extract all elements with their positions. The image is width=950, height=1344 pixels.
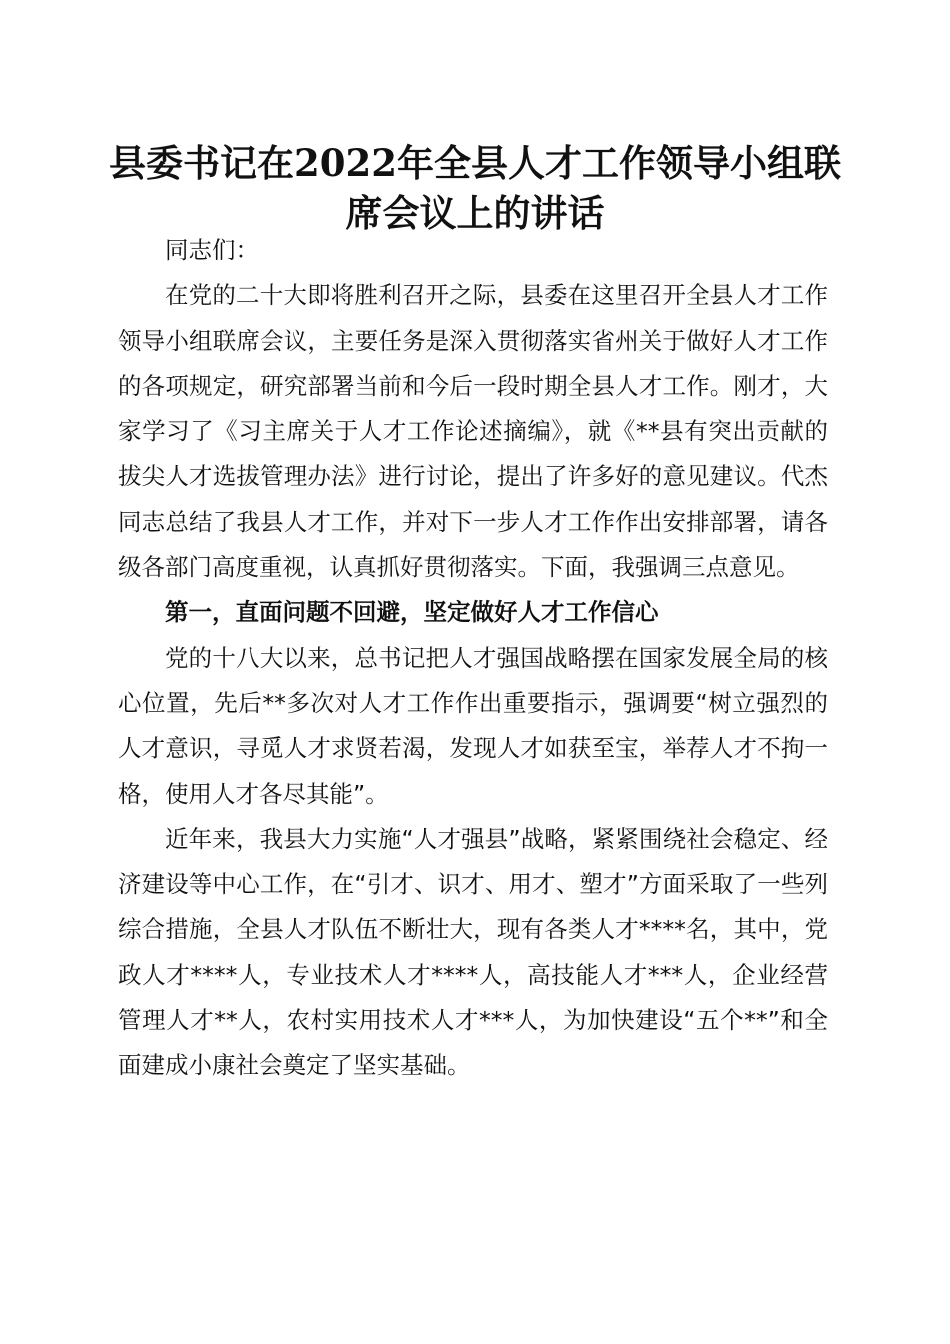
salutation: 同志们： — [165, 236, 259, 264]
paragraph-section-1a: 党的十八大以来，总书记把人才强国战略摆在国家发展全局的核心位置，先后**多次对人才工作作出重要指示，强调要“树立强烈的人才意识，寻觅人才求贤若渴，发现人才如获至宝，举荐人才不拘一格，使用人才各尽其能”。 — [118, 643, 828, 808]
section-heading-1: 第一，直面问题不回避，坚定做好人才工作信心 — [165, 598, 659, 627]
title-line-1: 县委书记在2022年全县人才工作领导小组联 — [109, 141, 841, 185]
document-body — [118, 228, 828, 1089]
document-title — [100, 138, 850, 238]
title-line-2: 席会议上的讲话 — [345, 191, 605, 235]
paragraph-section-1b: 近年来，我县大力实施“人才强县”战略，紧紧围绕社会稳定、经济建设等中心工作，在“引才、识才、用才、塑才”方面采取了一些列综合措施，全县人才队伍不断壮大，现有各类人才****名，其中，党政人才****人，专业技术人才****人，高技能人才***人，企业经营管理人才**人，农村实用技术人才***人，为加快建设“五个**”和全面建成小康社会奠定了坚实基础。 — [118, 824, 828, 1080]
paragraph-intro: 在党的二十大即将胜利召开之际，县委在这里召开全县人才工作领导小组联席会议，主要任务是深入贯彻落实省州关于做好人才工作的各项规定，研究部署当前和今后一段时期全县人才工作。刚才，大家学习了《习主席关于人才工作论述摘编》，就《**县有突出贡献的拔尖人才选拔管理办法》进行讨论，提出了许多好的意见建议。代杰同志总结了我县人才工作，并对下一步人才工作作出安排部署，请各级各部门高度重视，认真抓好贯彻落实。下面，我强调三点意见。 — [118, 281, 828, 582]
